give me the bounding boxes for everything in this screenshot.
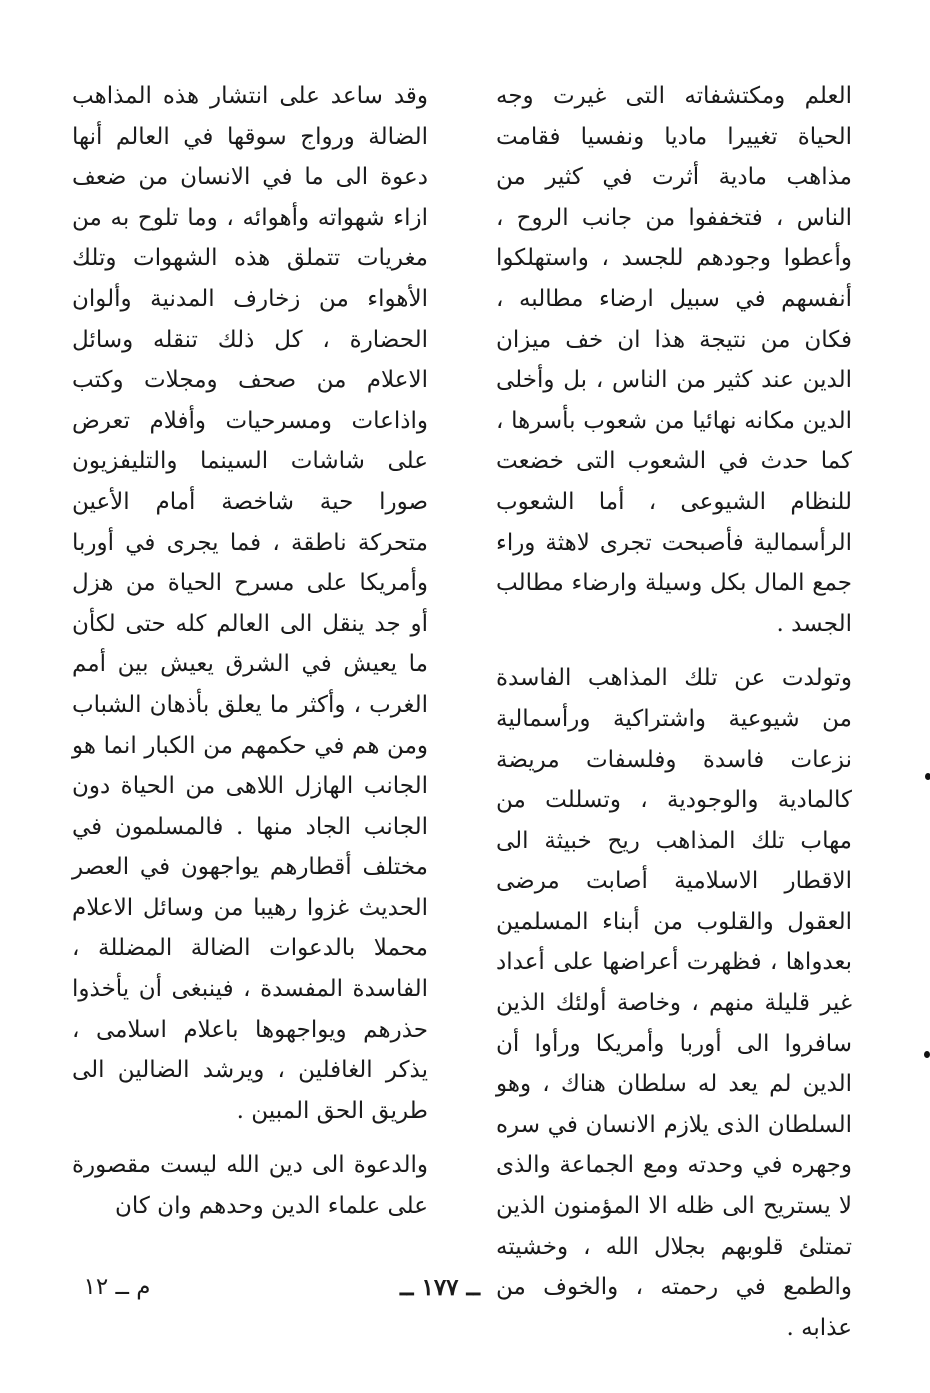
right-paragraph-1: العلم ومكتشفاته التى غيرت وجه الحياة تغييرا ماديا ونفسيا فقامت مذاهب مادية أثرت في كثير من الناس ، فتخففوا من جانب الروح ، وأعطوا وجودهم للجسد ، واستهلكوا أنفسهم في سبيل ارضاء مطالبه ، فكان من نتيجة هذا ان خف ميزان الدين عند كثير من الناس ، بل وأخلى الدين مكانه نهائيا من شعوب بأسرها ، كما حدث في الشعوب التى خضعت للنظام الشيوعى ، أما الشعوب الرأسمالية فأصبحت تجرى لاهثة وراء جمع المال بكل وسيلة وارضاء مطالب الجسد . xyxy=(496,83,852,637)
left-column xyxy=(72,76,428,1227)
right-column xyxy=(496,76,852,1348)
right-paragraph-2: وتولدت عن تلك المذاهب الفاسدة من شيوعية واشتراكية ورأسمالية نزعات فاسدة وفلسفات مريضة كالمادية والوجودية ، وتسللت من مهاب تلك المذاهب ريح خبيثة الى الاقطار الاسلامية أصابت مرضى العقول والقلوب من أبناء المسلمين بعدواها ، فظهرت أعراضها على أعداد غير قليلة منهم ، وخاصة أولئك الذين سافروا الى أوربا وأمريكا ورأوا أن الدين لم يعد له سلطان هناك ، وهو السلطان الذى يلازم الانسان في سره وجهره في وحدته ومع الجماعة والذى لا يستريح الى ظله الا المؤمنون الذين تمتلئ قلوبهم بجلال الله ، وخشيته والطمع في رحمته ، والخوف من عذابه . xyxy=(496,665,852,1341)
signature-mark: م ــ ١٢ xyxy=(83,1274,151,1300)
left-paragraph-1: وقد ساعد على انتشار هذه المذاهب الضالة ورواج سوقها في العالم أنها دعوة الى ما في الانسان من ضعف ازاء شهواته وأهوائه ، وما تلوح به من مغريات تتملق هذه الشهوات وتلك الأهواء من زخارف المدنية وألوان الحضارة ، كل ذلك تنقله وسائل الاعلام من صحف ومجلات وكتب واذاعات ومسرحيات وأفلام تعرض على شاشات السينما والتليفزيون صورا حية شاخصة أمام الأعين متحركة ناطقة ، فما يجرى في أوربا وأمريكا على مسرح الحياة من هزل أو جد ينقل الى العالم كله حتى لكأن ما يعيش في الشرق يعيش بين أمم الغرب ، وأكثر ما يعلق بأذهان الشباب ومن هم في حكمهم من الكبار انما هو الجانب الهازل اللاهى من الحياة دون الجانب الجاد منها . فالمسلمون في مختلف أقطارهم يواجهون في العصر الحديث غزوا رهيبا من وسائل الاعلام محملا بالدعوات الضالة المضللة ، الفاسدة المفسدة ، فينبغى أن يأخذوا حذرهم ويواجهوها باعلام اسلامى ، يذكر الغافلين ، ويرشد الضالين الى طريق الحق المبين . xyxy=(72,83,428,1124)
margin-speck-dot xyxy=(924,1051,930,1058)
left-paragraph-2: والدعوة الى دين الله ليست مقصورة على علماء الدين وحدهم وان كان xyxy=(72,1152,428,1220)
page-number: ــ ١٧٧ ــ xyxy=(399,1274,481,1301)
margin-speck-dot xyxy=(925,773,930,780)
